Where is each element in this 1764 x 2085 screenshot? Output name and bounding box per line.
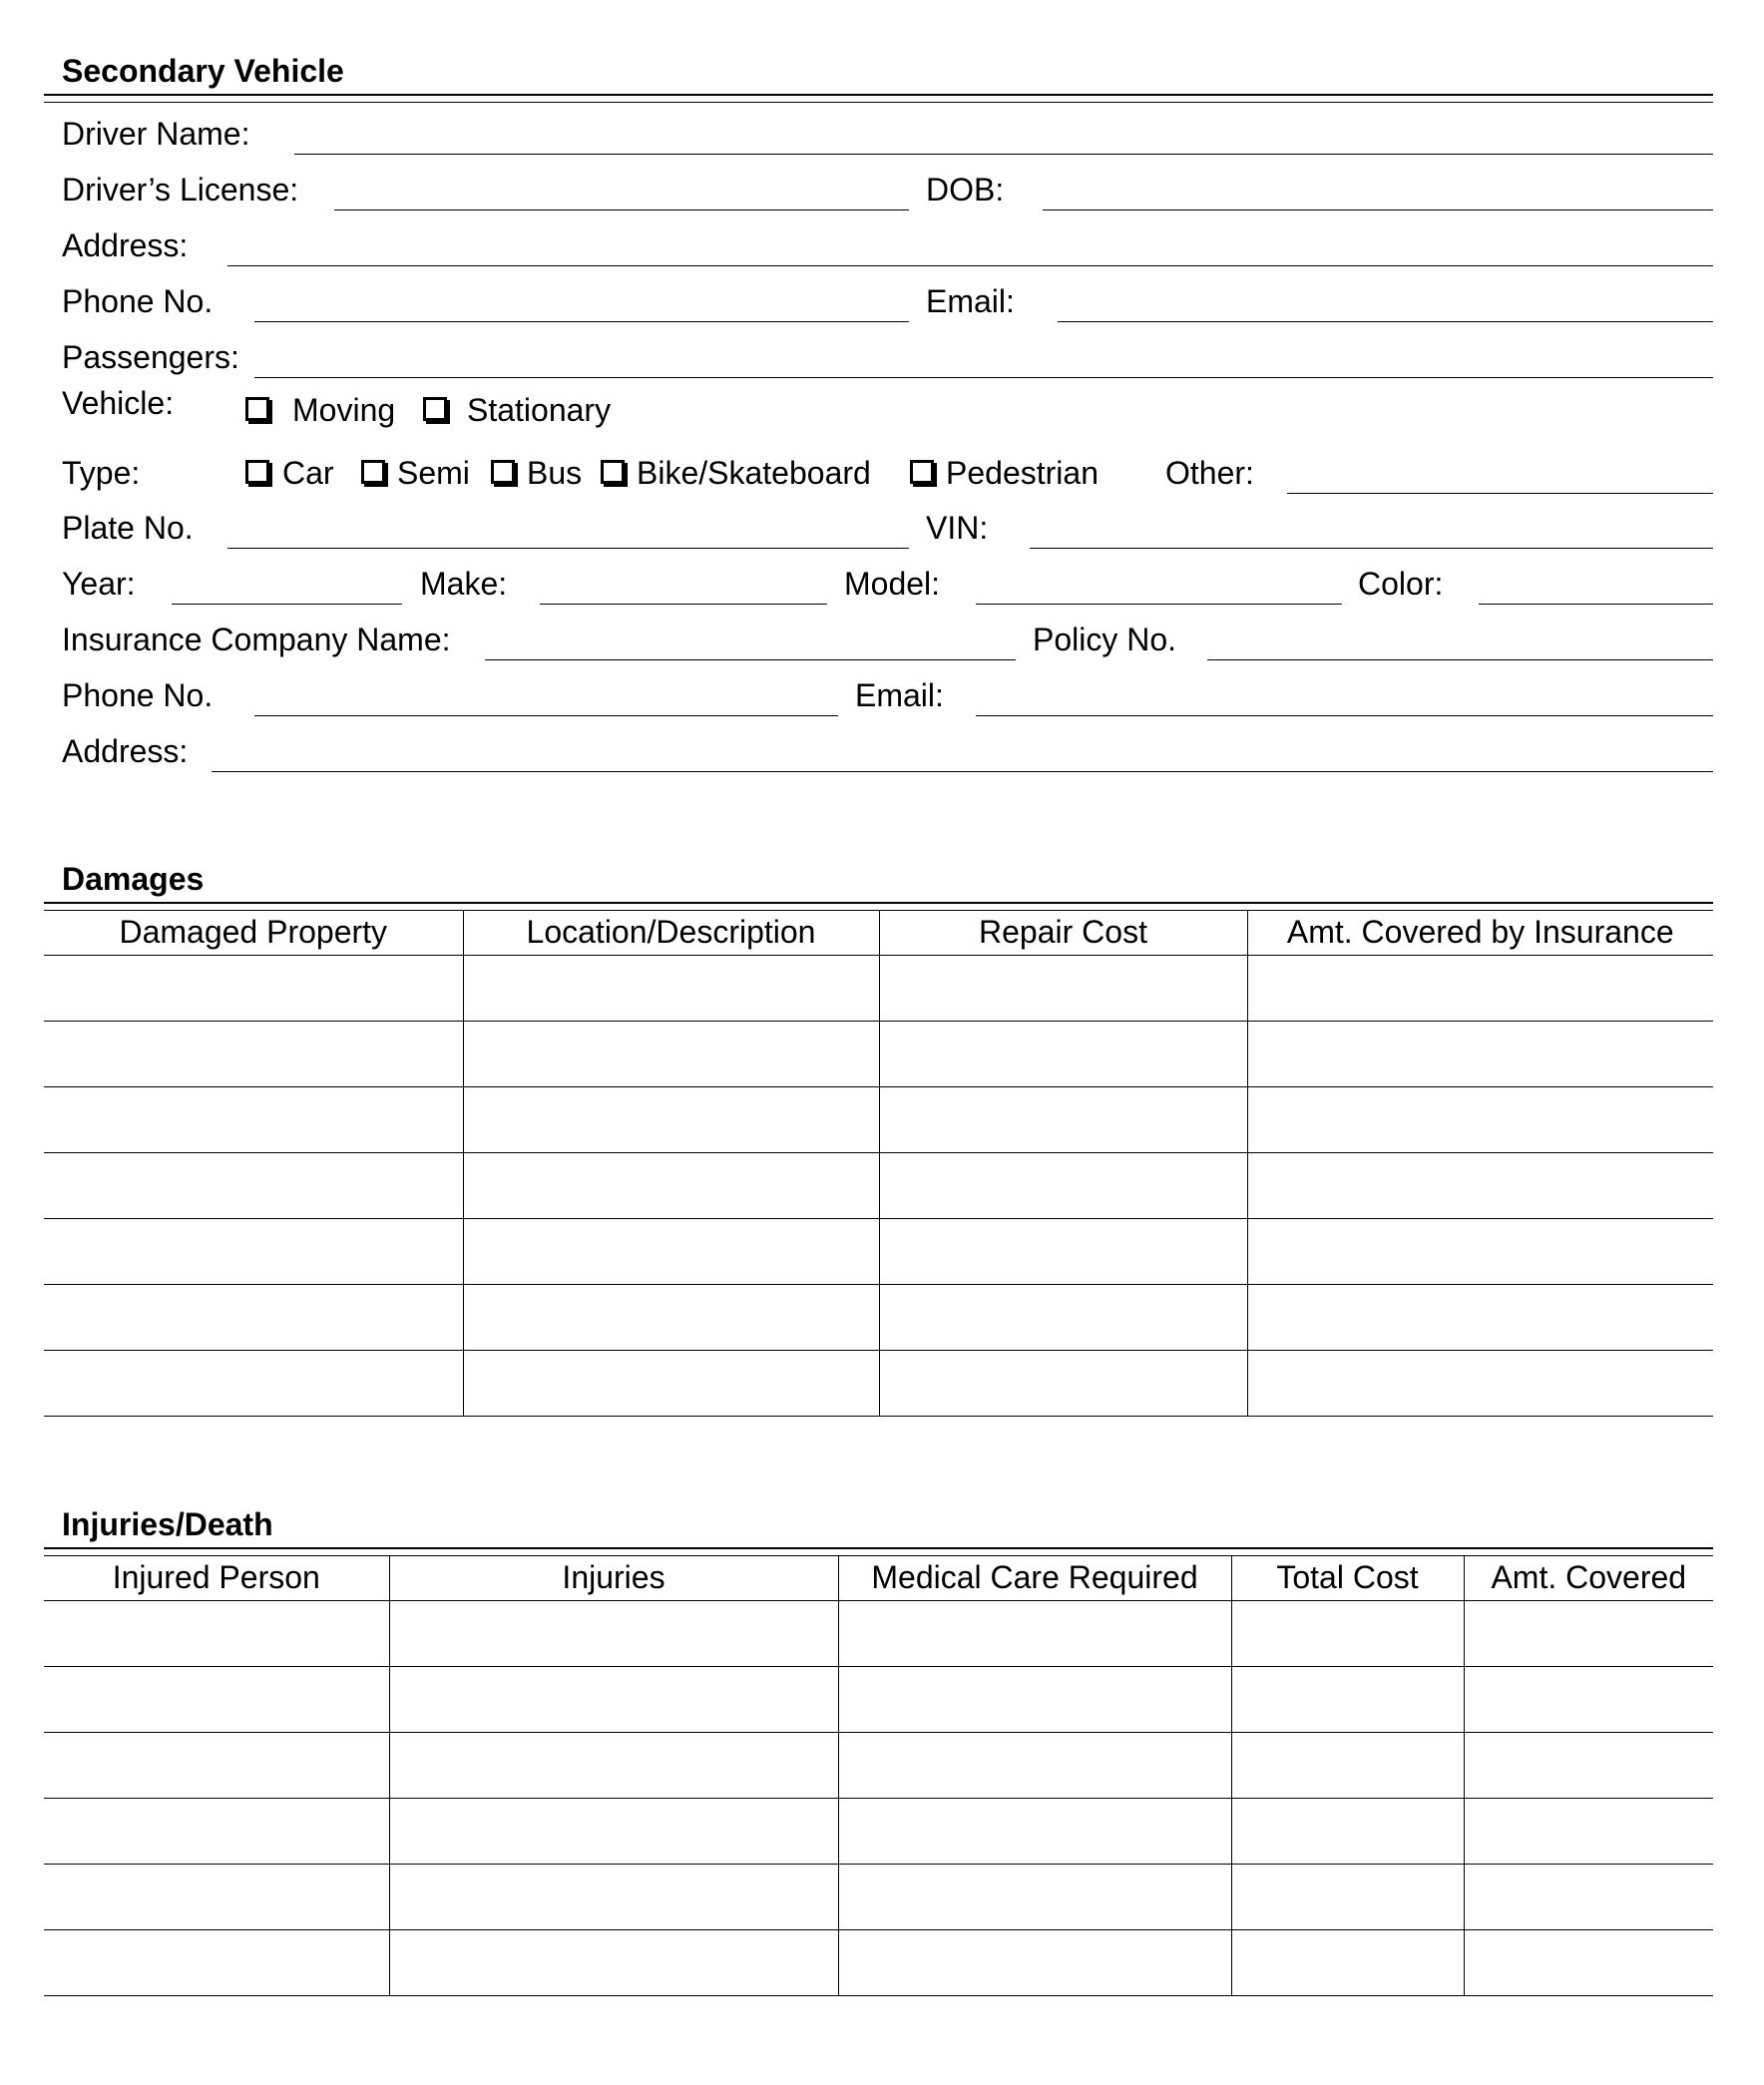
table-cell[interactable] xyxy=(879,1351,1247,1417)
table-row xyxy=(44,956,1713,1022)
make-field[interactable] xyxy=(540,604,827,605)
table-cell[interactable] xyxy=(44,1601,389,1667)
address-label: Address: xyxy=(62,227,189,263)
table-row xyxy=(44,1799,1713,1865)
table-row xyxy=(44,1351,1713,1417)
table-cell[interactable] xyxy=(1231,1601,1464,1667)
table-cell[interactable] xyxy=(1247,1219,1713,1285)
year-label: Year: xyxy=(62,566,136,602)
table-cell[interactable] xyxy=(838,1930,1231,1996)
plate-field[interactable] xyxy=(227,548,909,549)
drivers-license-label: Driver’s License: xyxy=(62,172,299,208)
table-cell[interactable] xyxy=(838,1799,1231,1865)
table-cell[interactable] xyxy=(1247,1087,1713,1153)
table-cell[interactable] xyxy=(44,1153,463,1219)
column-header-injuries: Injuries xyxy=(389,1555,838,1601)
table-cell[interactable] xyxy=(44,1667,389,1733)
phone-label: Phone No. xyxy=(62,283,214,319)
table-cell[interactable] xyxy=(463,1351,879,1417)
table-row xyxy=(44,1153,1713,1219)
table-cell[interactable] xyxy=(389,1601,838,1667)
table-cell[interactable] xyxy=(838,1733,1231,1799)
table-cell[interactable] xyxy=(389,1667,838,1733)
policy-field[interactable] xyxy=(1207,659,1713,660)
table-cell[interactable] xyxy=(463,1022,879,1087)
table-cell[interactable] xyxy=(463,1285,879,1351)
phone-field[interactable] xyxy=(254,321,909,322)
model-label: Model: xyxy=(844,566,941,602)
passengers-label: Passengers: xyxy=(62,339,239,375)
table-cell[interactable] xyxy=(879,956,1247,1022)
plate-label: Plate No. xyxy=(62,510,194,546)
table-cell[interactable] xyxy=(1464,1799,1713,1865)
table-row xyxy=(44,1930,1713,1996)
table-cell[interactable] xyxy=(463,1153,879,1219)
type-label: Type: xyxy=(62,455,141,491)
table-cell[interactable] xyxy=(463,956,879,1022)
table-cell[interactable] xyxy=(1464,1865,1713,1930)
table-row xyxy=(44,1219,1713,1285)
column-header-repair-cost: Repair Cost xyxy=(879,910,1247,956)
table-cell[interactable] xyxy=(1247,1351,1713,1417)
driver-name-field[interactable] xyxy=(294,154,1713,155)
stationary-label: Stationary xyxy=(467,392,612,428)
insurance-company-field[interactable] xyxy=(485,659,1016,660)
table-cell[interactable] xyxy=(879,1219,1247,1285)
other-label: Other: xyxy=(1165,455,1254,491)
semi-checkbox[interactable] xyxy=(361,460,385,484)
table-cell[interactable] xyxy=(463,1219,879,1285)
section-title-damages: Damages xyxy=(62,861,205,897)
table-cell[interactable] xyxy=(879,1022,1247,1087)
email-label: Email: xyxy=(926,283,1015,319)
table-cell[interactable] xyxy=(44,1351,463,1417)
table-cell[interactable] xyxy=(389,1799,838,1865)
moving-label: Moving xyxy=(292,392,396,428)
table-cell[interactable] xyxy=(1231,1865,1464,1930)
color-field[interactable] xyxy=(1479,604,1713,605)
table-row xyxy=(44,1087,1713,1153)
make-label: Make: xyxy=(420,566,508,602)
semi-label: Semi xyxy=(397,455,470,491)
column-header-amt-covered-by-insurance: Amt. Covered by Insurance xyxy=(1247,910,1713,956)
passengers-field[interactable] xyxy=(254,377,1713,378)
injuries-table xyxy=(44,1555,1713,1996)
table-cell[interactable] xyxy=(44,1022,463,1087)
insurance-address-field[interactable] xyxy=(212,771,1713,772)
section-divider xyxy=(44,94,1713,103)
insurance-company-label: Insurance Company Name: xyxy=(62,622,451,657)
insurance-email-field[interactable] xyxy=(976,715,1713,716)
column-header-damaged-property: Damaged Property xyxy=(44,910,463,956)
table-cell[interactable] xyxy=(389,1733,838,1799)
car-label: Car xyxy=(282,455,334,491)
table-cell[interactable] xyxy=(44,1930,389,1996)
section-title-injuries-death: Injuries/Death xyxy=(62,1506,273,1542)
table-cell[interactable] xyxy=(389,1865,838,1930)
bus-label: Bus xyxy=(527,455,583,491)
other-field[interactable] xyxy=(1287,493,1713,494)
pedestrian-checkbox[interactable] xyxy=(910,460,934,484)
bike-skateboard-label: Bike/Skateboard xyxy=(637,455,871,491)
table-cell[interactable] xyxy=(1231,1799,1464,1865)
insurance-phone-label: Phone No. xyxy=(62,677,214,713)
policy-label: Policy No. xyxy=(1033,622,1177,657)
table-cell[interactable] xyxy=(44,1865,389,1930)
table-cell[interactable] xyxy=(879,1285,1247,1351)
table-cell[interactable] xyxy=(1247,956,1713,1022)
table-cell[interactable] xyxy=(1464,1733,1713,1799)
table-cell[interactable] xyxy=(1231,1733,1464,1799)
table-cell[interactable] xyxy=(1464,1601,1713,1667)
table-row xyxy=(44,1022,1713,1087)
table-row xyxy=(44,1733,1713,1799)
table-cell[interactable] xyxy=(44,1087,463,1153)
table-cell[interactable] xyxy=(838,1667,1231,1733)
table-cell[interactable] xyxy=(44,1219,463,1285)
model-field[interactable] xyxy=(976,604,1342,605)
table-cell[interactable] xyxy=(838,1865,1231,1930)
moving-checkbox[interactable] xyxy=(245,397,269,421)
column-header-location-description: Location/Description xyxy=(463,910,879,956)
car-checkbox[interactable] xyxy=(245,460,269,484)
table-row xyxy=(44,1865,1713,1930)
table-cell[interactable] xyxy=(1464,1930,1713,1996)
table-cell[interactable] xyxy=(838,1601,1231,1667)
table-cell[interactable] xyxy=(44,1733,389,1799)
pedestrian-label: Pedestrian xyxy=(946,455,1099,491)
insurance-email-label: Email: xyxy=(855,677,944,713)
color-label: Color: xyxy=(1358,566,1444,602)
table-cell[interactable] xyxy=(1464,1667,1713,1733)
table-cell[interactable] xyxy=(463,1087,879,1153)
damages-table xyxy=(44,910,1713,1417)
address-field[interactable] xyxy=(227,265,1713,266)
dob-label: DOB: xyxy=(926,172,1005,208)
column-header-injured-person: Injured Person xyxy=(44,1555,389,1601)
table-cell[interactable] xyxy=(1231,1930,1464,1996)
bike-skateboard-checkbox[interactable] xyxy=(601,460,625,484)
table-cell[interactable] xyxy=(1247,1153,1713,1219)
insurance-address-label: Address: xyxy=(62,733,189,769)
table-cell[interactable] xyxy=(879,1153,1247,1219)
table-row xyxy=(44,1285,1713,1351)
table-cell[interactable] xyxy=(1231,1667,1464,1733)
column-header-amt-covered: Amt. Covered xyxy=(1464,1555,1713,1601)
section-title-secondary-vehicle: Secondary Vehicle xyxy=(62,53,344,89)
bus-checkbox[interactable] xyxy=(491,460,515,484)
dob-field[interactable] xyxy=(1043,209,1713,210)
table-row xyxy=(44,1601,1713,1667)
table-cell[interactable] xyxy=(879,1087,1247,1153)
table-cell[interactable] xyxy=(389,1930,838,1996)
stationary-checkbox[interactable] xyxy=(423,397,447,421)
table-cell[interactable] xyxy=(44,1285,463,1351)
vin-label: VIN: xyxy=(926,510,989,546)
table-cell[interactable] xyxy=(1247,1022,1713,1087)
drivers-license-field[interactable] xyxy=(334,209,909,210)
insurance-phone-field[interactable] xyxy=(254,715,838,716)
column-header-total-cost: Total Cost xyxy=(1231,1555,1464,1601)
driver-name-label: Driver Name: xyxy=(62,116,250,152)
vehicle-label: Vehicle: xyxy=(62,385,175,421)
table-cell[interactable] xyxy=(44,956,463,1022)
table-row xyxy=(44,1667,1713,1733)
table-cell[interactable] xyxy=(1247,1285,1713,1351)
table-cell[interactable] xyxy=(44,1799,389,1865)
year-field[interactable] xyxy=(172,604,402,605)
email-field[interactable] xyxy=(1058,321,1713,322)
column-header-medical-care-required: Medical Care Required xyxy=(838,1555,1231,1601)
vin-field[interactable] xyxy=(1030,548,1713,549)
